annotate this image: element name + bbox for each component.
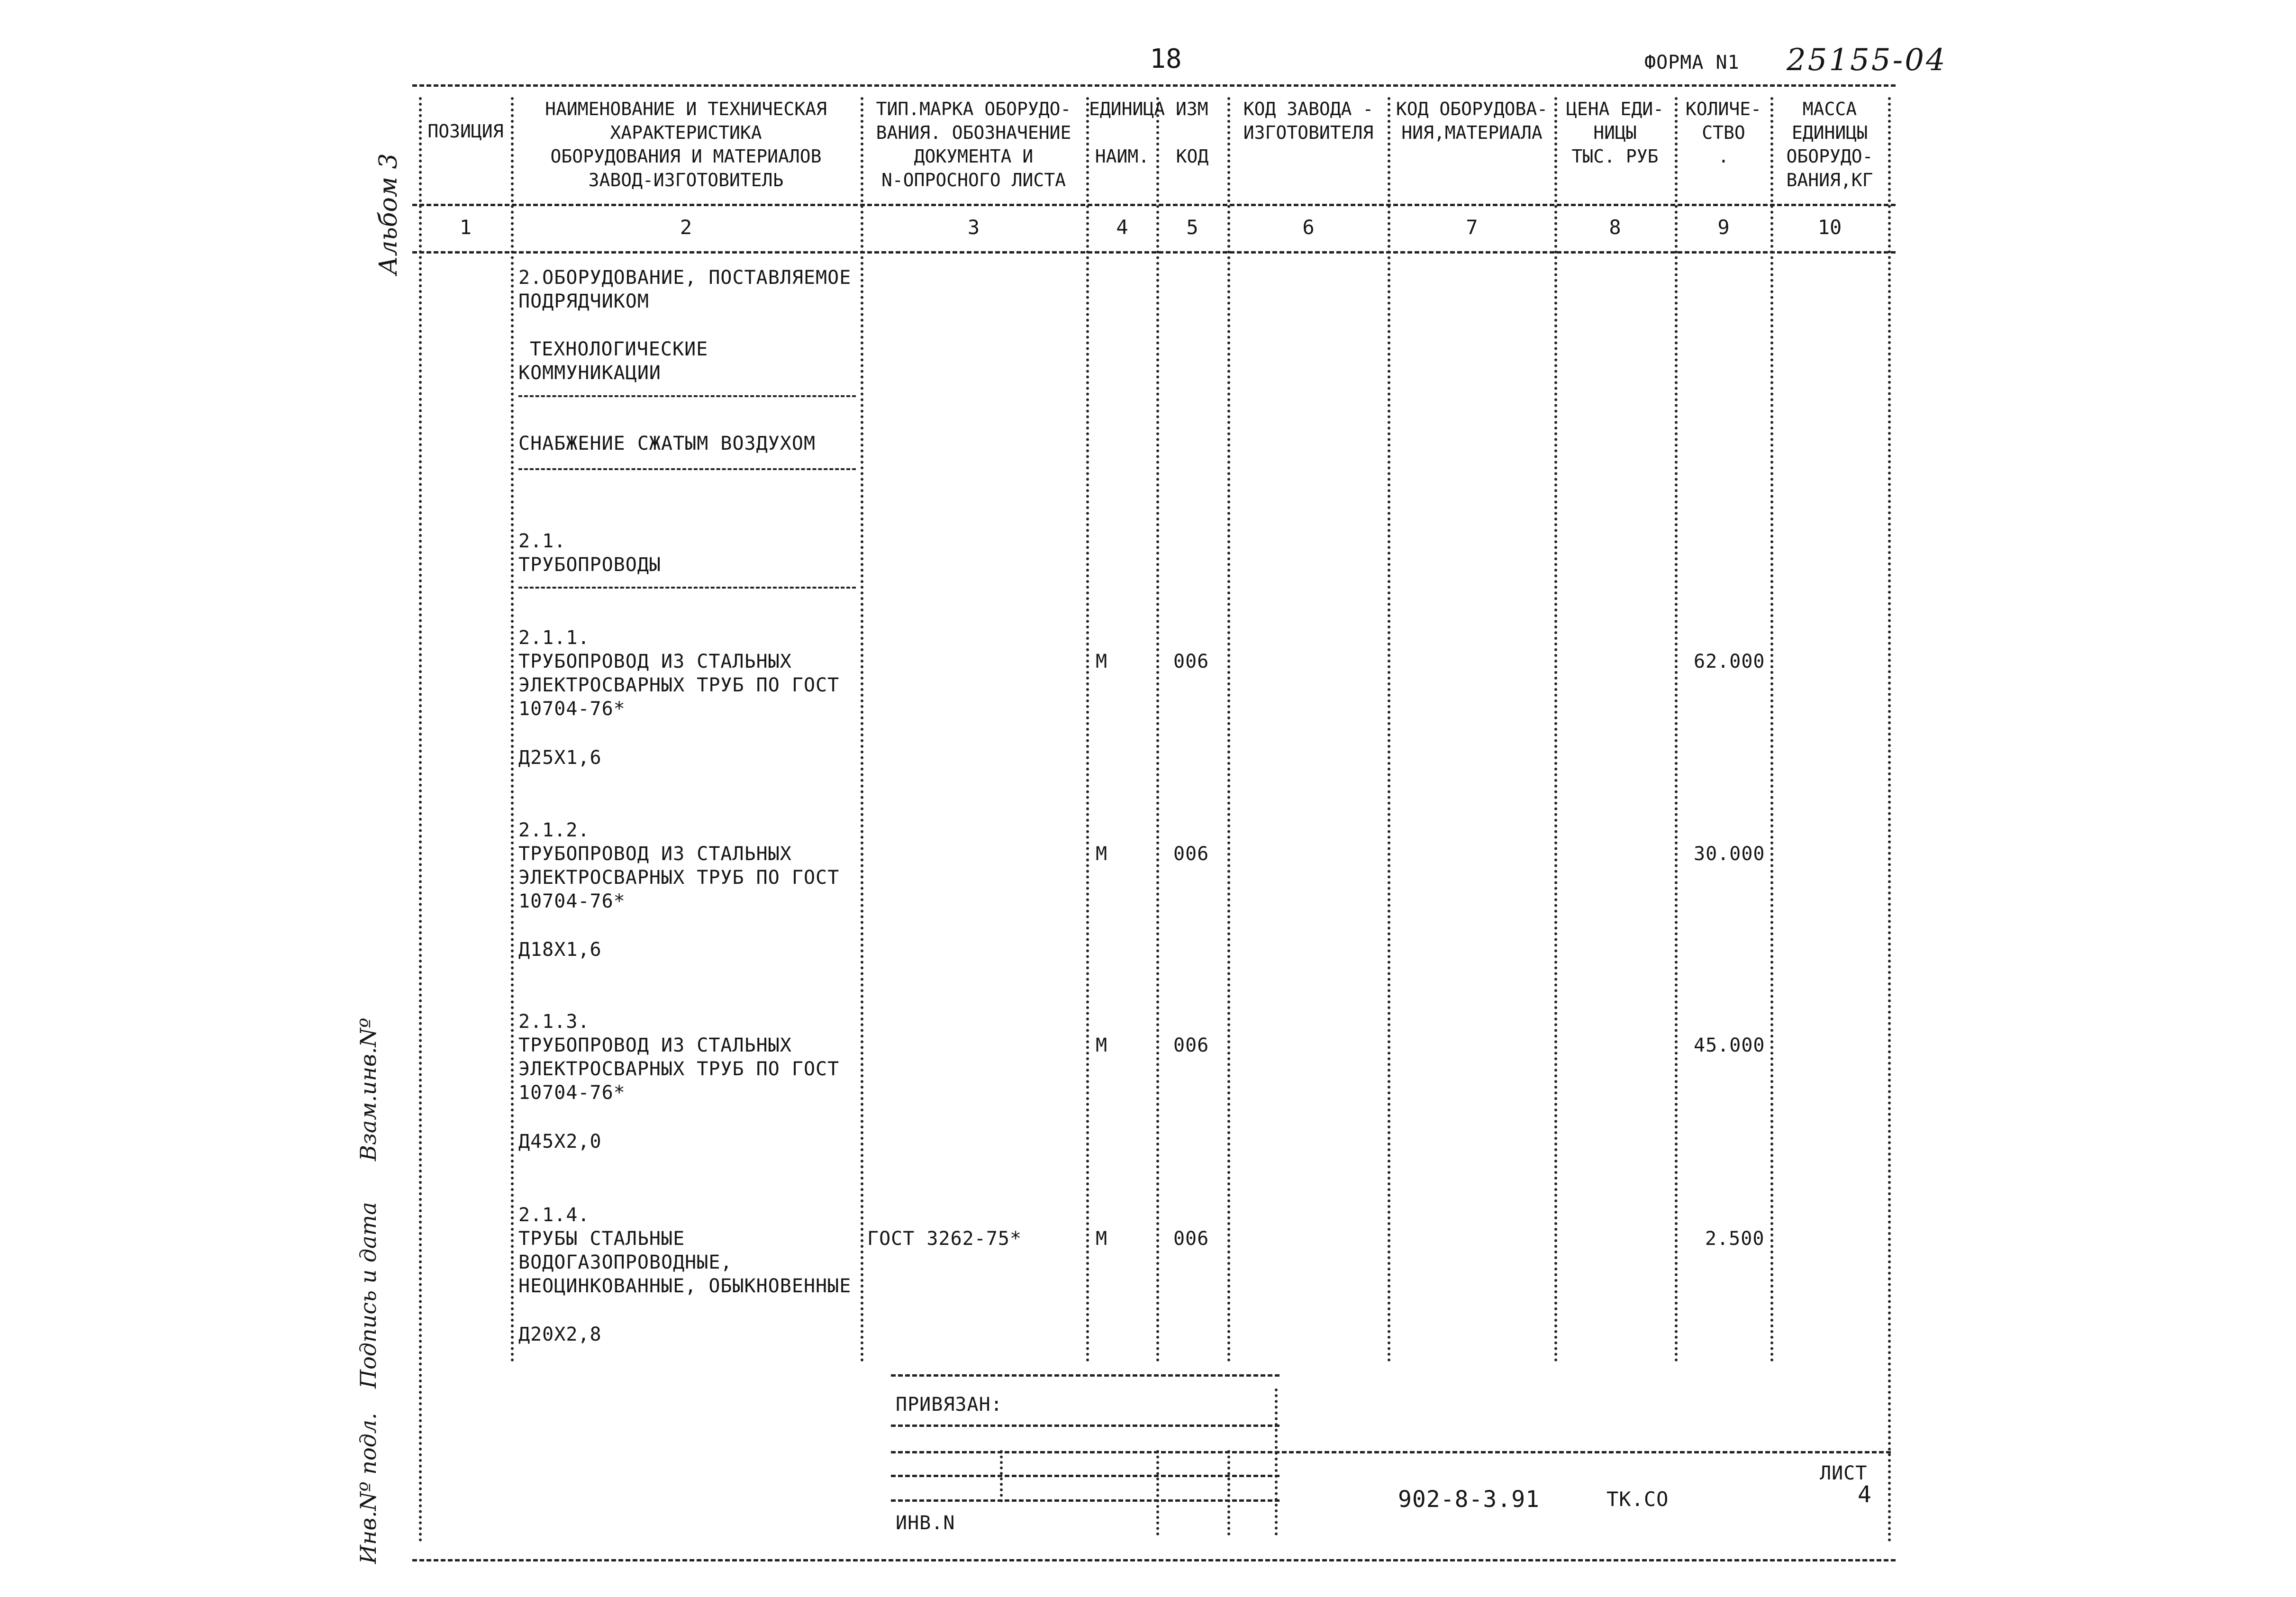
stamp-col-3 bbox=[1227, 1450, 1230, 1535]
side-stamp-replace: Взам.инв.Nº bbox=[355, 1017, 381, 1161]
col-sep-8 bbox=[1675, 97, 1678, 1362]
item-2-size: Д18Х1,6 bbox=[518, 939, 602, 961]
header-name: НАИМЕНОВАНИЕ И ТЕХНИЧЕСКАЯ ХАРАКТЕРИСТИКА ОБОРУДОВАНИЯ И МАТЕРИАЛОВ ЗАВОД-ИЗГОТОВИТЕЛЬ bbox=[545, 99, 827, 191]
album-label: Альбом 3 bbox=[374, 153, 403, 275]
stamp-col-4 bbox=[1275, 1388, 1278, 1535]
stamp-rule-top bbox=[891, 1374, 1280, 1377]
col-sep-6 bbox=[1388, 97, 1390, 1362]
col-sep-7 bbox=[1554, 97, 1557, 1362]
item-3-position: 2.1.3. bbox=[518, 1011, 590, 1033]
header-equipment-code: КОД ОБОРУДОВА- НИЯ,МАТЕРИАЛА bbox=[1396, 99, 1548, 143]
stamp-col-1 bbox=[1000, 1450, 1003, 1502]
handwritten-code: 25155-04 bbox=[1787, 43, 1947, 78]
colnum-9: 9 bbox=[1717, 216, 1730, 239]
item-2-name-line1: ТРУБОПРОВОД ИЗ СТАЛЬНЫХ bbox=[518, 843, 792, 865]
col-sep-2 bbox=[861, 97, 863, 1362]
item-4-quantity: 2.500 bbox=[1705, 1228, 1765, 1250]
col-sep-0 bbox=[419, 97, 422, 1543]
header-factory-code: КОД ЗАВОДА - ИЗГОТОВИТЕЛЯ bbox=[1243, 99, 1374, 143]
group-title: ТРУБОПРОВОДЫ bbox=[518, 554, 661, 576]
rule-section-1 bbox=[518, 395, 856, 397]
colnum-10: 10 bbox=[1817, 216, 1842, 239]
item-1-name-line3: 10704-76* bbox=[518, 698, 626, 720]
subsection-air-supply: СНАБЖЕНИЕ СЖАТЫМ ВОЗДУХОМ bbox=[518, 433, 816, 454]
colnum-8: 8 bbox=[1609, 216, 1621, 239]
col-sep-3 bbox=[1086, 97, 1089, 1362]
item-3-name-line1: ТРУБОПРОВОД ИЗ СТАЛЬНЫХ bbox=[518, 1034, 792, 1056]
item-1-name-line1: ТРУБОПРОВОД ИЗ СТАЛЬНЫХ bbox=[518, 651, 792, 672]
colnum-2: 2 bbox=[680, 216, 692, 239]
item-3-name-line2: ЭЛЕКТРОСВАРНЫХ ТРУБ ПО ГОСТ bbox=[518, 1058, 840, 1080]
colnum-7: 7 bbox=[1466, 216, 1478, 239]
col-sep-5 bbox=[1227, 97, 1230, 1362]
item-2-position: 2.1.2. bbox=[518, 819, 590, 841]
subsection-title-line1: ТЕХНОЛОГИЧЕСКИЕ bbox=[530, 338, 708, 360]
header-position: ПОЗИЦИЯ bbox=[427, 121, 504, 142]
item-1-code: 006 bbox=[1173, 651, 1209, 672]
item-2-quantity: 30.000 bbox=[1694, 843, 1765, 865]
item-2-unit: М bbox=[1096, 843, 1108, 865]
item-1-size: Д25Х1,6 bbox=[518, 747, 602, 769]
page-number: 18 bbox=[1150, 44, 1182, 74]
item-3-unit: М bbox=[1096, 1034, 1108, 1056]
section-title-line2: ПОДРЯДЧИКОМ bbox=[518, 290, 649, 312]
stamp-sheet-number: 4 bbox=[1858, 1481, 1872, 1508]
item-3-code: 006 bbox=[1173, 1034, 1209, 1056]
rule-section-3 bbox=[518, 587, 856, 589]
item-3-quantity: 45.000 bbox=[1694, 1034, 1765, 1056]
item-2-code: 006 bbox=[1173, 843, 1209, 865]
rule-bottom bbox=[412, 1559, 1896, 1561]
item-4-position: 2.1.4. bbox=[518, 1204, 590, 1226]
item-4-name-line3: НЕОЦИНКОВАННЫЕ, ОБЫКНОВЕННЫЕ bbox=[518, 1275, 852, 1297]
header-price: ЦЕНА ЕДИ- НИЦЫ ТЫС. РУБ bbox=[1566, 99, 1664, 167]
colnum-6: 6 bbox=[1302, 216, 1315, 239]
stamp-doc-code: 902-8-3.91 bbox=[1398, 1486, 1540, 1513]
stamp-rule-5 bbox=[891, 1499, 1280, 1502]
item-4-code: 006 bbox=[1173, 1228, 1209, 1250]
stamp-inv-label: ИНВ.N bbox=[896, 1512, 955, 1534]
group-number: 2.1. bbox=[518, 530, 566, 552]
side-stamp-inv: Инв.Nº подл. bbox=[355, 1413, 381, 1564]
colnum-1: 1 bbox=[459, 216, 472, 239]
col-sep-9 bbox=[1770, 97, 1773, 1362]
stamp-attached-label: ПРИВЯЗАН: bbox=[896, 1394, 1003, 1416]
col-sep-4 bbox=[1156, 97, 1159, 1362]
rule-top bbox=[412, 84, 1896, 87]
item-4-size: Д20Х2,8 bbox=[518, 1324, 602, 1345]
side-stamp-signature: Подпись и дата bbox=[355, 1202, 381, 1388]
item-1-name-line2: ЭЛЕКТРОСВАРНЫХ ТРУБ ПО ГОСТ bbox=[518, 674, 840, 696]
stamp-sheet-label: ЛИСТ bbox=[1820, 1462, 1868, 1484]
stamp-col-2 bbox=[1156, 1450, 1159, 1535]
stamp-doc-type: ТК.СО bbox=[1606, 1488, 1669, 1511]
rule-header-bottom bbox=[412, 204, 1896, 206]
colnum-3: 3 bbox=[967, 216, 980, 239]
col-sep-1 bbox=[511, 97, 514, 1362]
item-4-name-line1: ТРУБЫ СТАЛЬНЫЕ bbox=[518, 1228, 685, 1250]
rule-section-2 bbox=[518, 468, 856, 470]
header-mass: МАССА ЕДИНИЦЫ ОБОРУДО- ВАНИЯ,КГ bbox=[1786, 99, 1873, 191]
header-type: ТИП.МАРКА ОБОРУДО- ВАНИЯ. ОБОЗНАЧЕНИЕ ДОКУМЕНТА И N-ОПРОСНОГО ЛИСТА bbox=[876, 99, 1071, 191]
header-unit-name: ЕДИНИЦА ИЗМ НАИМ. bbox=[1089, 99, 1208, 167]
rule-colnum-bottom bbox=[412, 251, 1896, 254]
form-label: ФОРМА N1 bbox=[1644, 52, 1740, 73]
header-unit-code: КОД bbox=[1176, 146, 1209, 167]
item-1-quantity: 62.000 bbox=[1694, 651, 1765, 672]
item-1-position: 2.1.1. bbox=[518, 627, 590, 649]
subsection-title-line2: КОММУНИКАЦИИ bbox=[518, 362, 661, 384]
item-2-name-line2: ЭЛЕКТРОСВАРНЫХ ТРУБ ПО ГОСТ bbox=[518, 867, 840, 889]
colnum-4: 4 bbox=[1116, 216, 1128, 239]
colnum-5: 5 bbox=[1186, 216, 1198, 239]
item-3-size: Д45Х2,0 bbox=[518, 1131, 602, 1152]
item-4-type: ГОСТ 3262-75* bbox=[867, 1228, 1022, 1250]
stamp-rule-3 bbox=[891, 1451, 1891, 1453]
stamp-rule-2 bbox=[891, 1425, 1280, 1427]
section-title-line1: 2.ОБОРУДОВАНИЕ, ПОСТАВЛЯЕМОЕ bbox=[518, 267, 852, 289]
col-sep-10 bbox=[1888, 97, 1891, 1543]
item-1-unit: М bbox=[1096, 651, 1108, 672]
item-4-unit: М bbox=[1096, 1228, 1108, 1250]
item-4-name-line2: ВОДОГАЗОПРОВОДНЫЕ, bbox=[518, 1252, 733, 1273]
item-2-name-line3: 10704-76* bbox=[518, 890, 626, 912]
header-quantity: КОЛИЧЕ- СТВО . bbox=[1685, 99, 1762, 167]
item-3-name-line3: 10704-76* bbox=[518, 1082, 626, 1104]
stamp-rule-4 bbox=[891, 1475, 1280, 1477]
